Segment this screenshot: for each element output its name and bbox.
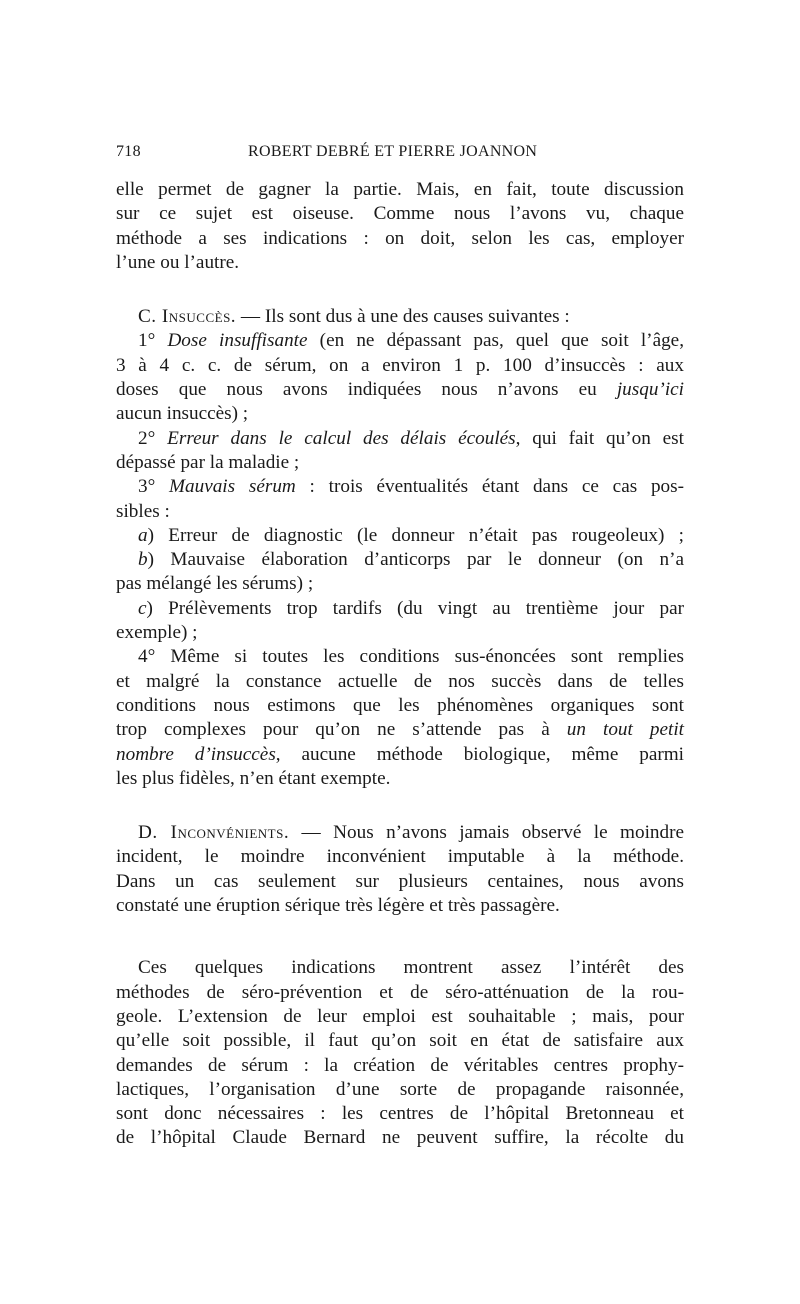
item-4-italic: un tout petit — [566, 719, 685, 741]
item-1-italic: Dose insuffisante — [167, 330, 308, 352]
sub-item-label: a — [138, 524, 148, 546]
text-line: lactiques, l’organisation d’une sorte de propagande raisonnée, — [116, 1078, 684, 1100]
item-3-line — [116, 475, 684, 499]
section-d-label: D. Inconvénients. — [138, 822, 290, 844]
section-d — [116, 821, 684, 918]
item-2-line — [116, 427, 684, 451]
section-d-heading-text: — Nous n’avons jamais observé le moindre — [289, 822, 684, 844]
text-line: elle permet de gagner la partie. Mais, en fait, toute discussion — [116, 179, 684, 200]
text-line — [116, 718, 684, 742]
text-line: constaté une éruption sérique très légère et très passagère. — [116, 895, 560, 917]
section-c-label: C. Insuccès. — [138, 306, 237, 328]
item-3-text: : trois éventualités étant dans ce cas pos- — [295, 476, 684, 498]
text-line: conditions nous estimons que les phénomènes organiques sont — [116, 694, 684, 716]
running-head — [116, 136, 684, 160]
item-4-italic: nombre d’insuccès — [116, 743, 276, 765]
item-number: 2° — [138, 427, 168, 449]
text-line: dépassé par la maladie ; — [116, 451, 300, 473]
text-line: demandes de sérum : la création de véritables centres prophy- — [116, 1054, 684, 1076]
section-d-heading — [116, 821, 684, 845]
item-number: 3° — [138, 476, 170, 498]
text-line: méthodes de séro-prévention et de séro-atténuation de la rou- — [116, 981, 684, 1003]
text-line: sur ce sujet est oiseuse. Comme nous l’avons vu, chaque — [116, 203, 684, 225]
text-line: Ces quelques indications montrent assez l’intérêt des — [138, 957, 684, 979]
text-line — [116, 743, 684, 767]
section-c-heading — [116, 305, 684, 329]
sub-item-label: c — [138, 597, 147, 619]
section-c-heading-text: — Ils sont dus à une des causes suivantes : — [236, 306, 570, 328]
item-1-line — [116, 329, 684, 353]
item-1-text: doses que nous avons indiquées nous n’avons eu — [116, 379, 617, 401]
text-line: exemple) ; — [116, 622, 198, 644]
text-line: qu’elle soit possible, il faut qu’on soit en état de satisfaire aux — [116, 1030, 684, 1052]
text-line: geole. L’extension de leur emploi est souhaitable ; mais, pour — [116, 1005, 684, 1027]
sub-item-b — [116, 548, 684, 572]
text-line — [116, 378, 684, 402]
sub-item-text: ) Prélèvements trop tardifs (du vingt au trentième jour par — [146, 597, 684, 619]
text-line: de l’hôpital Claude Bernard ne peuvent suffire, la récolte du — [116, 1127, 684, 1149]
item-2-text: , qui fait qu’on est — [515, 427, 684, 449]
text-line: méthode a ses indications : on doit, selon les cas, employer — [116, 227, 684, 249]
item-1-text: (en ne dépassant pas, quel que soit l’âge, — [307, 330, 684, 352]
item-3-italic: Mauvais sérum — [169, 476, 296, 498]
text-line: sibles : — [116, 500, 170, 522]
section-c — [116, 305, 684, 791]
sub-item-text: ) Mauvaise élaboration d’anticorps par le donneur (on n’a — [147, 549, 684, 571]
text-line: Dans un cas seulement sur plusieurs centaines, nous avons — [116, 870, 684, 892]
sub-item-a — [116, 524, 684, 548]
sub-item-text: ) Erreur de diagnostic (le donneur n’était pas rougeoleux) ; — [147, 524, 684, 546]
running-title: ROBERT DEBRÉ ET PIERRE JOANNON — [248, 143, 538, 160]
text-line: 3 à 4 c. c. de sérum, on a environ 1 p. 100 d’insuccès : aux — [116, 354, 684, 376]
item-4-line: 4° Même si toutes les conditions sus-énoncées sont remplies — [138, 646, 684, 668]
text-line: incident, le moindre inconvénient imputable à la méthode. — [116, 846, 684, 868]
intro-paragraph — [116, 178, 684, 275]
text-line: sont donc nécessaires : les centres de l’hôpital Bretonneau et — [116, 1103, 684, 1125]
item-1-italic-jusquici: jusqu’ici — [616, 379, 684, 401]
item-number: 1° — [138, 330, 168, 352]
text-line: pas mélangé les sérums) ; — [116, 573, 314, 595]
item-2-italic: Erreur dans le calcul des délais écoulés — [167, 427, 516, 449]
text-line: aucun insuccès) ; — [116, 403, 249, 425]
text-line: les plus fidèles, n’en étant exempte. — [116, 767, 391, 789]
item-4-text: trop complexes pour qu’on ne s’attende pas à — [116, 719, 567, 741]
book-page — [116, 136, 684, 1151]
text-line: l’une ou l’autre. — [116, 251, 240, 273]
sub-item-c — [116, 597, 684, 621]
item-4-text: , aucune méthode biologique, même parmi — [275, 743, 684, 765]
page-number: 718 — [116, 143, 141, 160]
text-line: et malgré la constance actuelle de nos succès dans de telles — [116, 670, 684, 692]
sub-item-label: b — [138, 549, 148, 571]
conclusion-paragraph — [116, 956, 684, 1150]
